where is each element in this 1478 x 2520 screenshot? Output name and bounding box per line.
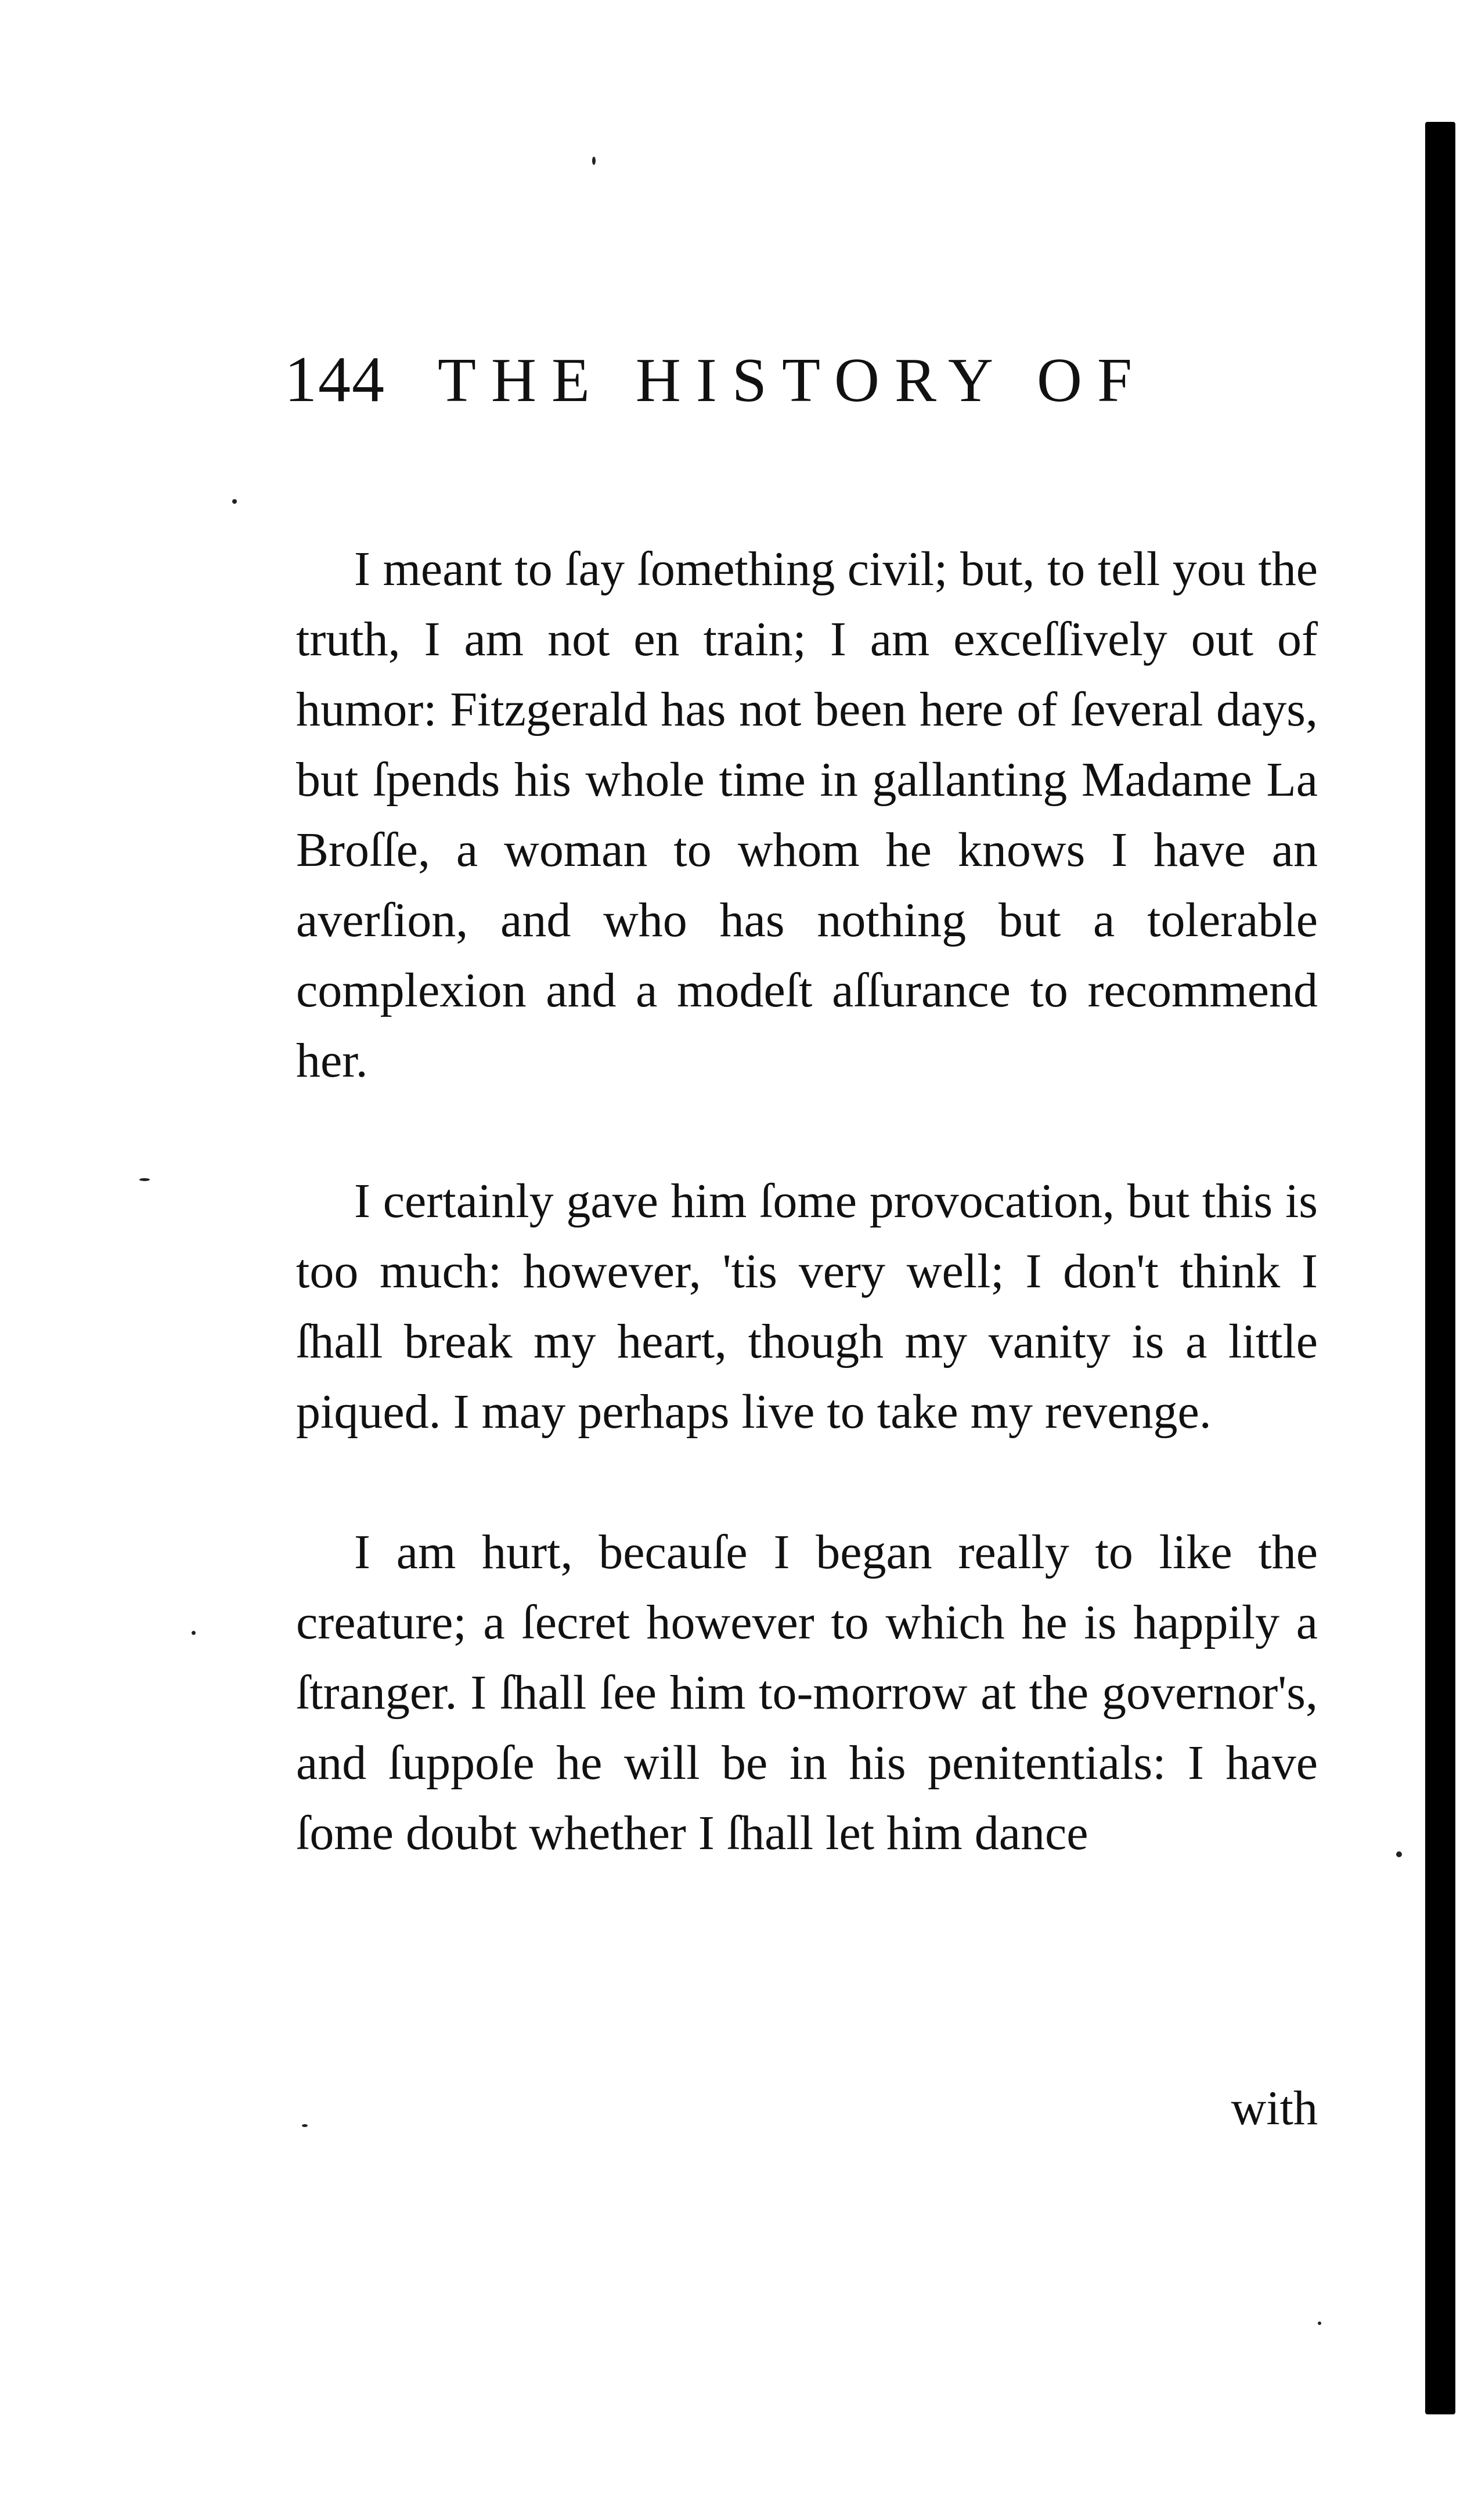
running-title: THE HISTORY OF (438, 346, 1148, 415)
paragraph: I am hurt, becauſe I began really to like the creature; a ſecret however to which he is happily a ſtranger. I ſhall ſee him to-morrow at the governor's, and ſuppoſe he will be in his penitentials: I have ſome doubt whether I ſhall let him dance (296, 1525, 1318, 1860)
scan-speck (1396, 1851, 1402, 1857)
catchword: with (1231, 2081, 1318, 2135)
scan-speck (592, 157, 596, 165)
page-edge-shadow (1425, 122, 1455, 2414)
paragraph: I meant to ſay ſomething civil; but, to tell you the truth, I am not en train; I am exceſſively out of humor: Fitzgerald has not been here of ſeveral days, but ſpends his whole time in gallanting Madame La Broſſe, a woman to whom he knows I have an averſion, and who has nothing but a tolerable complexion and a modeſt aſſurance to recommend her. (296, 542, 1318, 1088)
body-text (296, 534, 1318, 1868)
scan-speck (302, 2124, 308, 2127)
page-number: 144 (284, 344, 385, 416)
scan-speck (232, 499, 237, 504)
scan-speck (139, 1178, 150, 1181)
paragraph: I certainly gave him ſome provocation, but this is too much: however, 'tis very well; I don't think I ſhall break my heart, though my vanity is a little piqued. I may perhaps live to take my revenge. (296, 1174, 1318, 1439)
scan-speck (192, 1631, 196, 1635)
running-header (284, 342, 1213, 435)
scan-speck (1318, 2322, 1321, 2325)
